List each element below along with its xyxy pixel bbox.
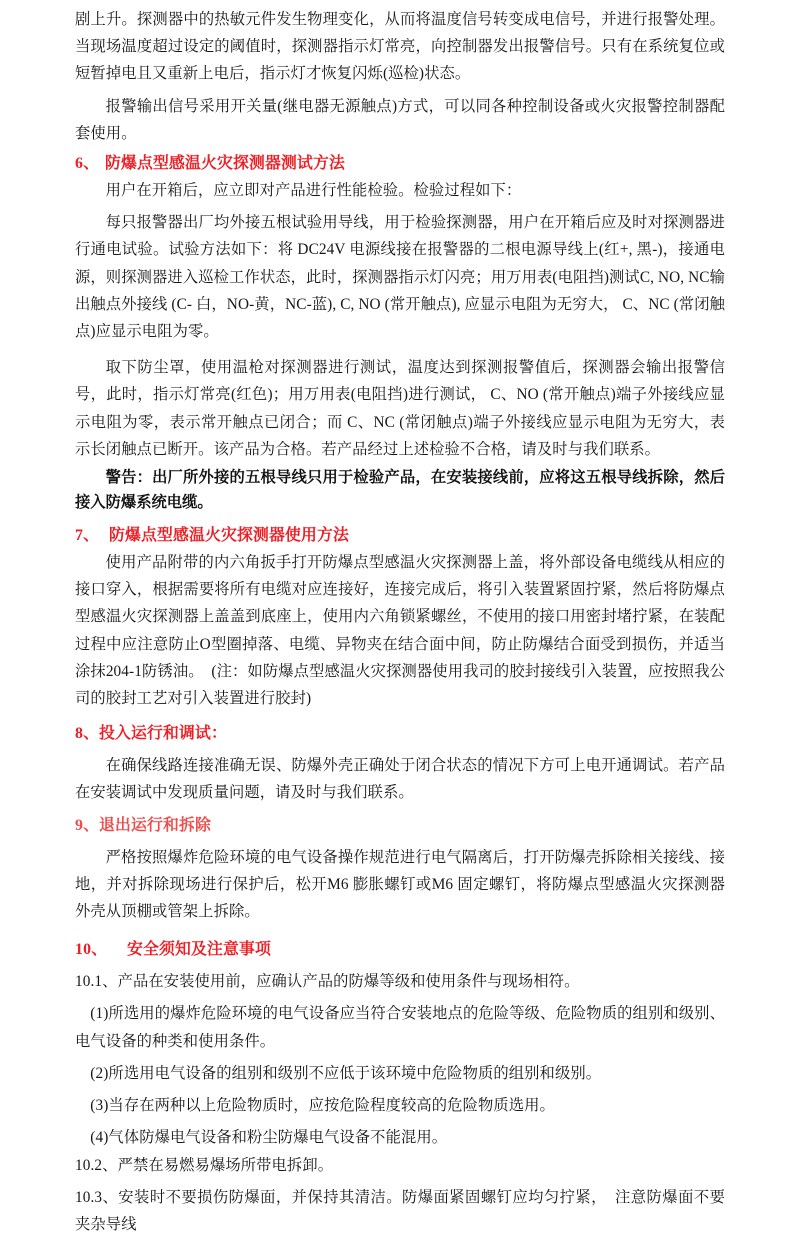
paragraph-alarm-output: 报警输出信号采用开关量(继电器无源触点)方式，可以同各种控制设备或火灾报警控制器配套使用。 bbox=[75, 97, 725, 142]
paragraph-s10-sub-2: (2)所选用电气设备的组别和级别不应低于该环境中危险物质的组别和级别。 bbox=[90, 1064, 602, 1082]
heading-section-7-number: 7、 bbox=[75, 527, 100, 545]
heading-section-10 bbox=[75, 937, 725, 963]
paragraph-s10-item-2: 10.2、严禁在易燃易爆场所带电拆卸。 bbox=[75, 1156, 334, 1174]
heading-section-7-title: 防爆点型感温火灾探测器使用方法 bbox=[109, 527, 349, 545]
paragraph-s10-item-3: 10.3、安装时不要损伤防爆面，并保持其清洁。防爆面紧固螺钉应均匀拧紧， 注意防爆面不要夹杂导线 bbox=[75, 1188, 725, 1233]
heading-section-10-title: 安全须知及注意事项 bbox=[127, 941, 271, 959]
heading-section-6-number: 6、 bbox=[75, 155, 100, 173]
heading-section-8-title: 投入运行和调试： bbox=[99, 725, 227, 743]
heading-section-7 bbox=[75, 523, 725, 549]
heading-section-10-number: 10、 bbox=[75, 941, 108, 959]
paragraph-s10-sub-3: (3)当存在两种以上危险物质时，应按危险程度较高的危险物质选用。 bbox=[90, 1097, 555, 1115]
heading-section-8-number: 8、 bbox=[75, 725, 100, 743]
heading-section-9-title: 退出运行和拆除 bbox=[99, 816, 211, 834]
paragraph-s6-warning: 警告：出厂所外接的五根导线只用于检验产品，在安装接线前，应将这五根导线拆除，然后接入防爆系统电缆。 bbox=[75, 469, 725, 512]
paragraph-principle-continued: 剧上升。探测器中的热敏元件发生物理变化，从而将温度信号转变成电信号，并进行报警处理。当现场温度超过设定的阈值时，探测器指示灯常亮，向控制器发出报警信号。只有在系统复位或短暂掉电且又重新上电后，指示灯才恢复闪烁(巡检)状态。 bbox=[75, 11, 725, 83]
heading-section-9-number: 9、 bbox=[75, 816, 100, 834]
paragraph-s7-usage: 使用产品附带的内六角扳手打开防爆点型感温火灾探测器上盖，将外部设备电缆线从相应的接口穿入，根据需要将所有电缆对应连接好，连接完成后，将引入装置紧固拧紧，然后将防爆点型感温火灾探测器上盖盖到底座上，使用内六角锁紧螺丝，不使用的接口用密封堵拧紧，在装配过程中应注意防止O型圈掉落、电缆、异物夹在结合面中间，防止防爆结合面受到损伤，并适当涂抹204-1防锈油。 (注：如防爆点型感温火灾探测器使用我司的胶封接线引入装置，应按照我公司的胶封工艺对引入装置进行胶封) bbox=[75, 554, 725, 708]
document-body bbox=[75, 6, 725, 1238]
heading-section-6 bbox=[75, 151, 725, 177]
heading-section-8 bbox=[75, 721, 725, 747]
paragraph-s6-heatgun-test: 取下防尘罩，使用温枪对探测器进行测试，温度达到探测报警值后，探测器会输出报警信号，此时，指示灯常亮(红色)；用万用表(电阻挡)进行测试， C、NO (常开触点)端子外接线应显示电阻为零，表示常开触点已闭合；而 C、NC (常闭触点)端子外接线应显示电阻为无穷大，表示长闭触点已断开。该产品为合格。若产品经过上述检验不合格，请及时与我们联系。 bbox=[75, 359, 725, 458]
heading-section-9 bbox=[75, 813, 725, 839]
paragraph-s10-sub-1: (1)所选用的爆炸危险环境的电气设备应当符合安装地点的危险等级、危险物质的组别和级别、电气设备的种类和使用条件。 bbox=[75, 1005, 725, 1050]
paragraph-s6-inspection-intro: 用户在开箱后，应立即对产品进行性能检验。检验过程如下： bbox=[105, 182, 522, 200]
paragraph-s10-sub-4: (4)气体防爆电气设备和粉尘防爆电气设备不能混用。 bbox=[90, 1129, 448, 1147]
paragraph-s10-item-1: 10.1、产品在安装使用前，应确认产品的防爆等级和使用条件与现场相符。 bbox=[75, 973, 580, 991]
paragraph-s9-decommissioning: 严格按照爆炸危险环境的电气设备操作规范进行电气隔离后，打开防爆壳拆除相关接线、接地，并对拆除现场进行保护后，松开M6 膨胀螺钉或M6 固定螺钉，将防爆点型感温火灾探测器外壳从顶棚或管架上拆除。 bbox=[75, 848, 725, 921]
paragraph-s8-commissioning: 在确保线路连接准确无误、防爆外壳正确处于闭合状态的情况下方可上电开通调试。若产品在安装调试中发现质量问题，请及时与我们联系。 bbox=[75, 757, 725, 802]
paragraph-s6-test-procedure: 每只报警器出厂均外接五根试验用导线，用于检验探测器，用户在开箱后应及时对探测器进行通电试验。试验方法如下：将 DC24V 电源线接在报警器的二根电源导线上(红+, 黑-)，接通电源，则探测器进入巡检工作状态，此时，探测器指示灯闪亮；用万用表(电阻挡)测试C, NO, NC输出触点外接线 (C- 白，NO-黄，NC-蓝), C, NO (常开触点), 应显示电阻为无穷大， C、NC (常闭触点)应显示电阻为零。 bbox=[75, 214, 725, 341]
heading-section-6-title: 防爆点型感温火灾探测器测试方法 bbox=[105, 155, 345, 173]
